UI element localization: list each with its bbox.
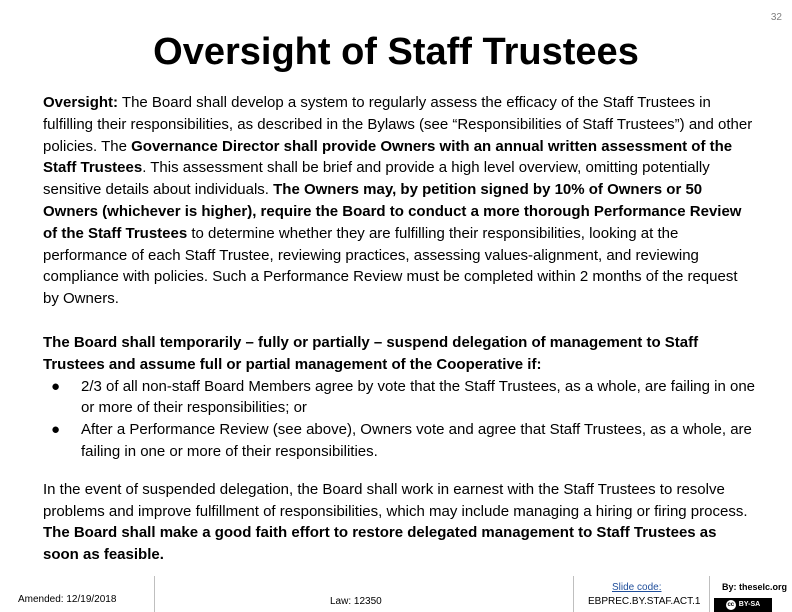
- suspension-text: The Board shall temporarily – fully or partially – suspend delegation of management to Staff Trustees and assume full or partial management of the Cooperative if:: [43, 333, 699, 373]
- footer-divider: [573, 576, 574, 612]
- bullet-icon: ●: [51, 421, 61, 439]
- restoration-text: In the event of suspended delegation, the Board shall work in earnest with the Staff Trustees to resolve problems and improve fulfillment of responsibilities, which may include managing a hiring or firing process.: [43, 480, 748, 520]
- author-credit: By: theselc.org: [722, 582, 788, 592]
- license-label: BY-SA: [738, 601, 761, 608]
- cc-license-badge: [714, 598, 772, 612]
- list-item: [43, 419, 755, 463]
- list-item-text: After a Performance Review (see above), Owners vote and agree that Staff Trustees, as a whole, are failing in one or more of their responsibilities.: [81, 421, 752, 460]
- oversight-paragraph: [43, 92, 755, 310]
- oversight-text-2: . This assessment shall be brief and provide a high level overview, omitting potentially sensitive details about individuals.: [43, 159, 710, 199]
- list-item: [43, 376, 755, 420]
- page-number: 32: [770, 12, 782, 23]
- page-title: Oversight of Staff Trustees: [153, 31, 639, 73]
- list-item-text: 2/3 of all non-staff Board Members agree by vote that the Staff Trustees, as a whole, are failing in one or more of their responsibilities; or: [81, 377, 756, 417]
- bullet-icon: ●: [51, 377, 61, 395]
- document-body: [43, 92, 755, 566]
- cc-icon: cc: [727, 602, 735, 608]
- slide-code-link[interactable]: Slide code:: [612, 582, 662, 593]
- amended-date: Amended: 12/19/2018: [18, 594, 117, 605]
- oversight-text-3: to determine whether they are fulfilling their responsibilities, looking at the performance of each Staff Trustee, reviewing practices, assessing values-alignment, and reviewing compliance with policies. Such a Performance Review must be completed within 2 months of the request by Owners.: [43, 224, 738, 308]
- oversight-lead: Oversight:: [43, 94, 119, 111]
- restoration-paragraph: [43, 479, 755, 566]
- condition-list: [43, 376, 755, 463]
- oversight-bold-1: Governance Director shall provide Owners with an annual written assessment of the Staff Trustees: [43, 137, 733, 177]
- restoration-bold: The Board shall make a good faith effort to restore delegated management to Staff Trustees as soon as feasible.: [43, 524, 717, 564]
- law-number: Law: 12350: [330, 596, 382, 607]
- suspension-paragraph: [43, 332, 755, 376]
- footer: [0, 576, 792, 612]
- footer-divider: [709, 576, 710, 612]
- footer-divider: [154, 576, 155, 612]
- oversight-text-1: The Board shall develop a system to regularly assess the efficacy of the Staff Trustees in fulfilling their responsibilities, as described in the Bylaws (see “Responsibilities of Staff Trustees”) and other policies. The: [43, 94, 753, 155]
- oversight-bold-2: The Owners may, by petition signed by 10% of Owners or 50 Owners (whichever is higher), require the Board to conduct a more thorough Performance Review of the Staff Trustees: [43, 181, 742, 242]
- slide-code: EBPREC.BY.STAF.ACT.1: [588, 596, 701, 607]
